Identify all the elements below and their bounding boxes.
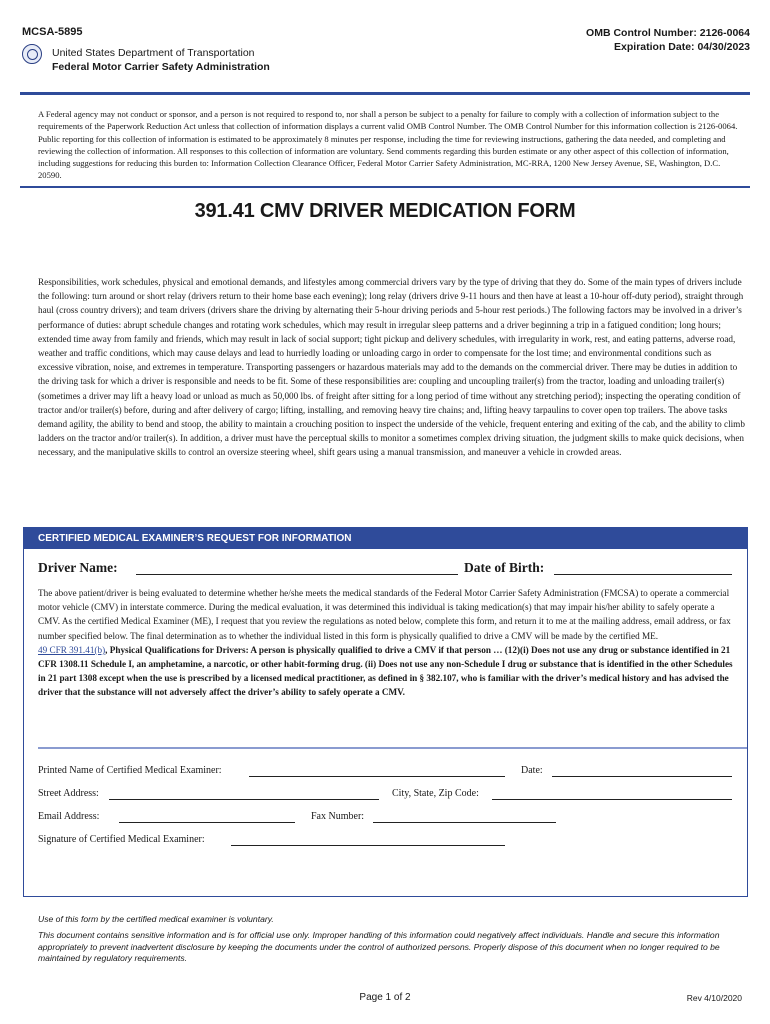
- burden-statement: A Federal agency may not conduct or sponsor, and a person is not required to respond to, nor shall a person be subject to a penalty for failure to comply with a collection of information subject to the requirements of the Paperwork Reduction Act unless that collection of information displays a current valid OMB Control Number. The OMB Control Number for this information collection is 2126-0064. Public reporting for this collection of information is estimated to be approximately 8 minutes per response, including the time for reviewing instructions, gathering the data needed, and completing and reviewing the collection of information. All responses to this collection of information are voluntary. Send comments regarding this burden estimate or any other aspect of this collection of information, including suggestions for reducing this burden to: Information Collection Clearance Officer, Federal Motor Carrier Safety Administration, MC-RRA, 1200 New Jersey Avenue, SE, Washington, D.C. 20590.: [38, 109, 738, 181]
- revision-date: Rev 4/10/2020: [686, 993, 742, 1003]
- request-paragraph: The above patient/driver is being evaluated to determine whether he/she meets the medical standards of the Federal Motor Carrier Safety Administration (FMCSA) to operate a commercial motor vehicle (CMV) in interstate commerce. During the medical evaluation, it was determined this individual is taking medication(s) that may impair his/her ability to safely operate a CMV. As the certified Medical Examiner (ME), I request that you review the regulations as noted below, complete this form, and return it to me at the mailing address, email address, or fax number specified below. The final determination as to whether the individual listed in this form is physically qualified to drive a CMV will be made by the certified ME.: [38, 588, 731, 641]
- section-divider: [38, 747, 747, 749]
- printed-name-field[interactable]: [249, 776, 505, 777]
- email-label: Email Address:: [38, 811, 100, 822]
- street-label: Street Address:: [38, 788, 99, 799]
- dob-label: Date of Birth:: [464, 560, 545, 575]
- driver-name-label: Driver Name:: [38, 560, 118, 575]
- street-field[interactable]: [109, 799, 379, 800]
- page-number: Page 1 of 2: [359, 992, 411, 1003]
- cfr-text: , Physical Qualifications for Drivers: A person is physically qualified to drive a CMV if that person … (12)(i) Does not use any drug or substance identified in 21 CFR 1308.11 Schedule I, an amphetamine, a narcotic, or other habit-forming drug. (ii) Does not use any non-Schedule I drug or substance that is identified in the other Schedules in 21 part 1308 except when the use is prescribed by a licensed medical practitioner, as defined in § 382.107, who is familiar with the driver’s medical history and has advised the driver that the substance will not adversely affect the driver’s ability to safely operate a CMV.: [38, 644, 733, 698]
- burden-rule: [20, 186, 750, 188]
- date-label: Date:: [521, 765, 543, 776]
- signature-field[interactable]: [231, 845, 505, 846]
- form-number: MCSA-5895: [22, 26, 83, 38]
- signature-label: Signature of Certified Medical Examiner:: [38, 834, 205, 845]
- agency-block: [52, 46, 270, 74]
- date-field[interactable]: [552, 776, 732, 777]
- dob-field[interactable]: [554, 574, 732, 575]
- sensitive-note: This document contains sensitive information and is for official use only. Improper handling of this information could negatively affect individuals. Handle and secure this information appropriately to prevent inadvertent disclosure by keeping the documents under the control of authorized persons. Properly dispose of this document when no longer required to be maintained by regulatory requirements.: [38, 930, 720, 963]
- fax-label: Fax Number:: [311, 811, 365, 822]
- agency-name: Federal Motor Carrier Safety Administration: [52, 61, 270, 73]
- email-field[interactable]: [119, 822, 295, 823]
- request-section: [23, 527, 748, 897]
- page-title: 391.41 CMV DRIVER MEDICATION FORM: [194, 200, 576, 222]
- header-rule: [20, 92, 750, 95]
- expiration-date: Expiration Date: 04/30/2023: [614, 41, 750, 53]
- dot-seal-icon: [22, 44, 42, 64]
- responsibilities-paragraph: Responsibilities, work schedules, physical and emotional demands, and lifestyles among commercial drivers vary by the type of driving that they do. Some of the main types of drivers include the following: turn around or short relay (drivers return to their home base each evening); long relay (drivers drive 9-11 hours and then have at least a 10-hour off-duty period), straight through haul (cross country drivers); and team drivers (drivers share the driving by alternating their 5-hour driving periods and 5-hour rest periods.) The following factors may be involved in a driver’s performance of duties: abrupt schedule changes and rotating work schedules, which may result in irregular sleep patterns and a driver beginning a trip in a fatigued condition; long hours; extended time away from family and friends, which may result in lack of social support; tight pickup and delivery schedules, with irregularity in work, rest, and eating patterns, adverse road, weather and traffic conditions, which may cause delays and lead to hurriedly loading or unloading cargo in order to compensate for the lost time; and environmental conditions such as excessive vibration, noise, and extremes in temperature. Transporting passengers or hazardous materials may add to the demands on the commercial driver. There may be duties in addition to the driving task for which a driver is responsible and needs to be fit. Some of these responsibilities are: coupling and uncoupling trailer(s) from the tractor, loading and unloading trailer(s) (sometimes a driver may lift a heavy load or unload as much as 50,000 lbs. of freight after sitting for a long period of time without any stretching period); inspecting the operating condition of tractor and/or trailer(s) before, during and after delivery of cargo; lifting, installing, and removing heavy tire chains; and, lifting heavy tarpaulins to cover open top trailers. The above tasks demand agility, the ability to bend and stoop, the ability to maintain a crouching position to inspect the underside of the vehicle, frequent entering and exiting of the cab, and the ability to climb ladders on the tractor and/or trailer(s). In addition, a driver must have the perceptual skills to monitor a sometimes complex driving situation, the judgment skills to make quick decisions, when necessary, and the manipulative skills to control an oversize steering wheel, shift gears using a manual transmission, and maneuver a vehicle in crowded areas.: [38, 277, 745, 458]
- department-name: United States Department of Transportation: [52, 47, 255, 59]
- city-field[interactable]: [492, 799, 732, 800]
- omb-block: [586, 26, 750, 54]
- cfr-link[interactable]: 49 CFR 391.41(b): [38, 644, 106, 655]
- cfr-paragraph: [38, 643, 738, 700]
- printed-name-label: Printed Name of Certified Medical Examiner:: [38, 765, 222, 776]
- request-heading: CERTIFIED MEDICAL EXAMINER’S REQUEST FOR INFORMATION: [24, 528, 747, 549]
- city-label: City, State, Zip Code:: [392, 788, 479, 799]
- driver-name-field[interactable]: [136, 574, 458, 575]
- request-body: [38, 586, 738, 700]
- omb-control-number: OMB Control Number: 2126-0064: [586, 27, 750, 39]
- fax-field[interactable]: [373, 822, 556, 823]
- voluntary-note: Use of this form by the certified medical examiner is voluntary.: [38, 914, 274, 924]
